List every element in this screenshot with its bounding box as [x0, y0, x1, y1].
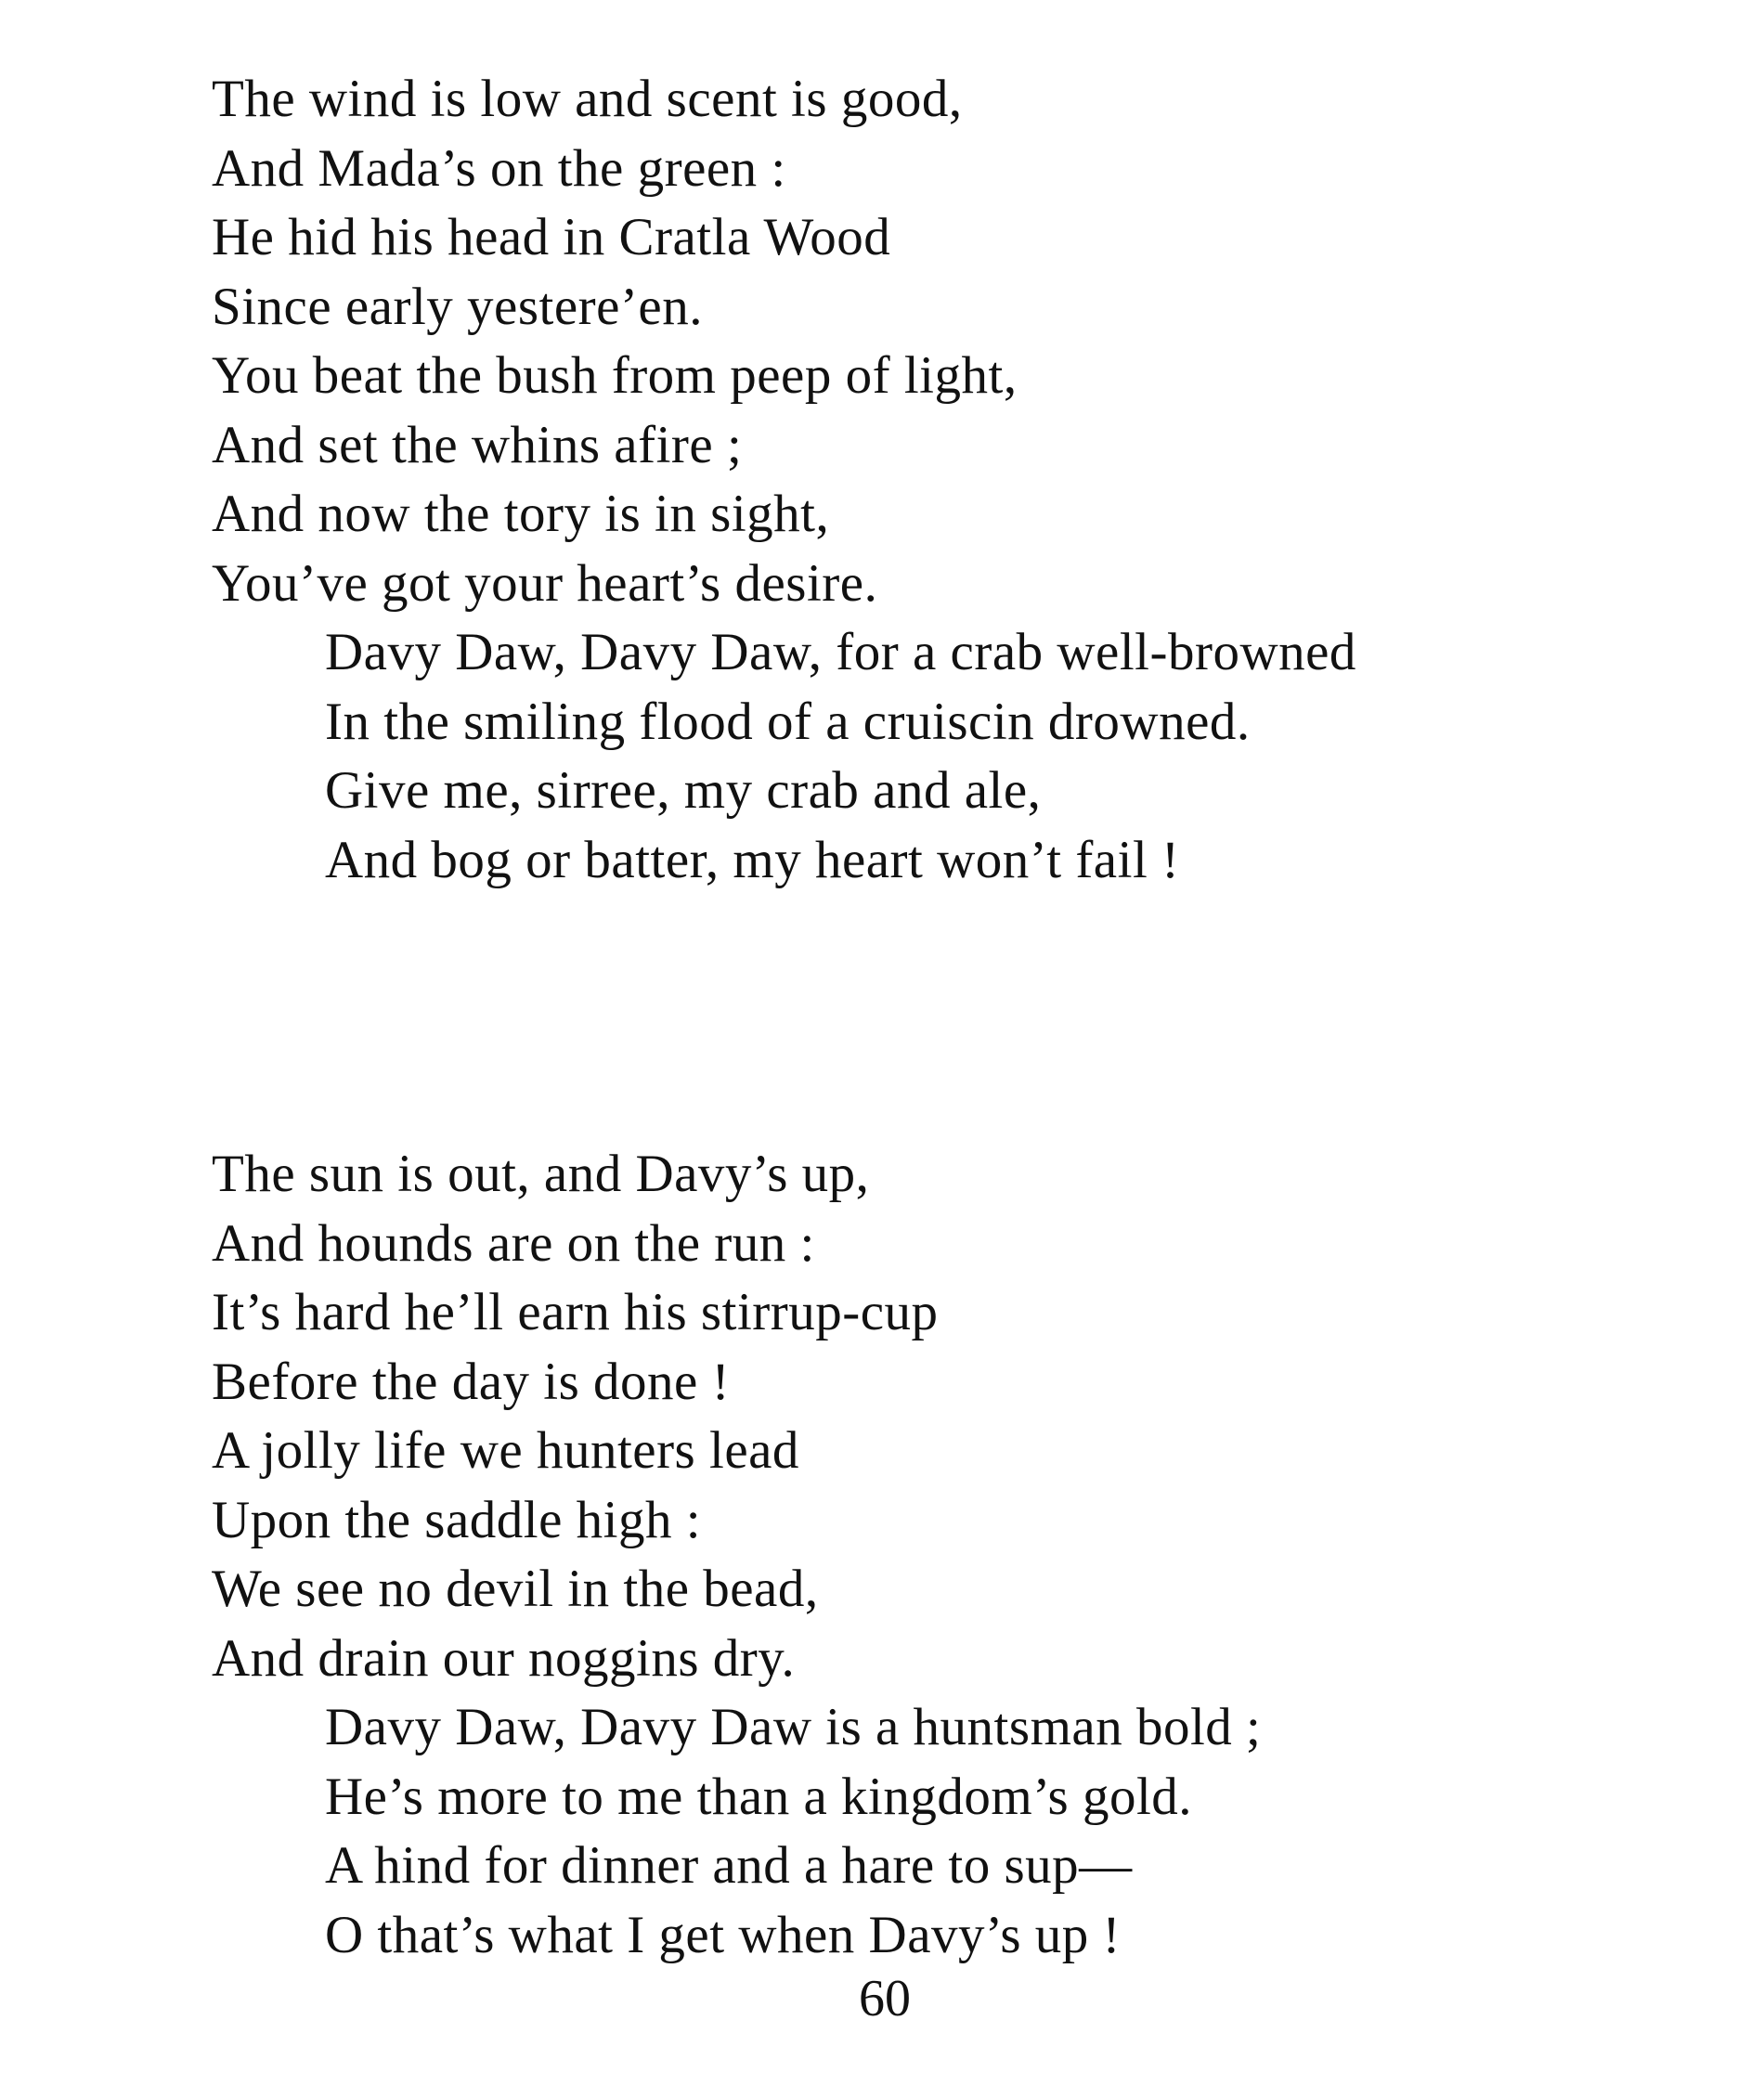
verse-line: It’s hard he’ll earn his stirrup-cup	[212, 1283, 939, 1341]
stanza-1	[212, 65, 1660, 895]
verse-line: The wind is low and scent is good,	[212, 70, 963, 128]
verse-line: The sun is out, and Davy’s up,	[212, 1145, 870, 1203]
verse-line: And drain our noggins dry.	[212, 1628, 796, 1688]
verse-line: Since early yestere’en.	[212, 277, 703, 336]
refrain-line: Davy Daw, Davy Daw, for a crab well-browned	[325, 623, 1356, 681]
verse-line: You beat the bush from peep of light,	[212, 346, 1018, 405]
verse-line: Before the day is done !	[212, 1352, 731, 1411]
refrain-line: Give me, sirree, my crab and ale,	[325, 761, 1042, 820]
refrain-line: In the smiling flood of a cruiscin drowned.	[325, 692, 1251, 751]
verse-line: You’ve got your heart’s desire.	[212, 553, 878, 613]
verse-line: And now the tory is in sight,	[212, 485, 830, 543]
stanza-2	[212, 1140, 1660, 1970]
verse-line: And Mada’s on the green :	[212, 138, 786, 198]
refrain-line: And bog or batter, my heart won’t fail !	[325, 830, 1180, 889]
refrain-line: O that’s what I get when Davy’s up !	[325, 1905, 1121, 1964]
verse-line: He hid his head in Cratla Wood	[212, 208, 891, 266]
verse-line: And set the whins afire ;	[212, 415, 743, 474]
refrain-line: A hind for dinner and a hare to sup—	[325, 1836, 1133, 1895]
refrain-line: He’s more to me than a kingdom’s gold.	[325, 1767, 1193, 1826]
verse-line: A jolly life we hunters lead	[212, 1421, 799, 1480]
page-number: 60	[859, 1970, 911, 2027]
verse-line: We see no devil in the bead,	[212, 1560, 819, 1618]
verse-line: And hounds are on the run :	[212, 1213, 815, 1273]
refrain-line: Davy Daw, Davy Daw is a huntsman bold ;	[325, 1698, 1262, 1756]
verse-line: Upon the saddle high :	[212, 1490, 702, 1549]
